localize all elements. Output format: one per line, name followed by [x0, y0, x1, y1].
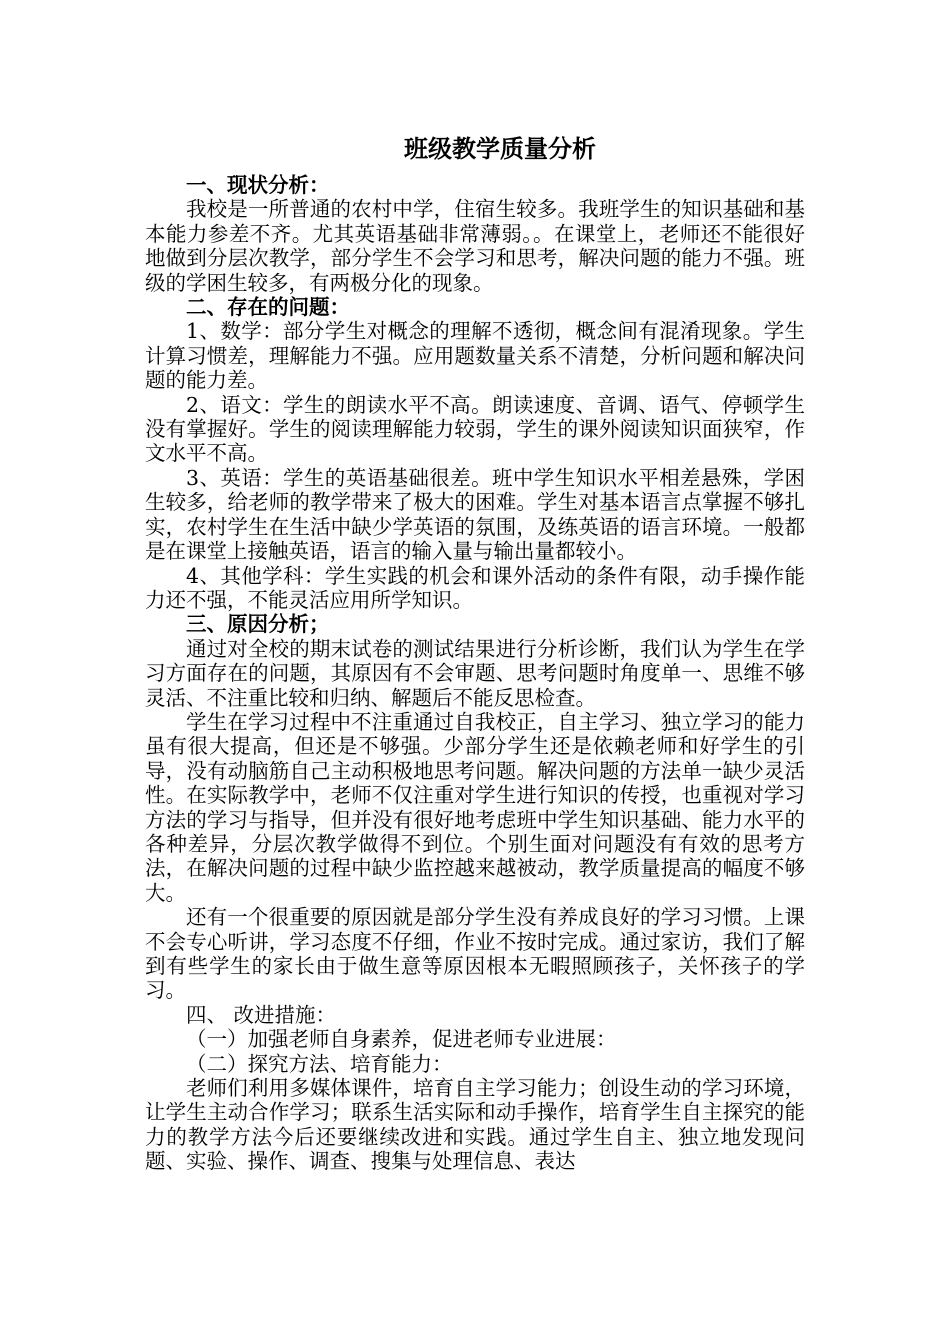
paragraph: （一）加强老师自身素养，促进老师专业进展：: [186, 1027, 617, 1052]
paragraph: 老师们利用多媒体课件，培育自主学习能力；创设生动的学习环境，让学生主动合作学习；联系生活实际和动手操作，培育学生自主探究的能力的教学方法今后还要继续改进和实践。通过学生自主、独立地发现问题、实验、操作、调查、搜集与处理信息、表达: [145, 1076, 805, 1174]
document-title: 班级教学质量分析: [404, 134, 596, 163]
section-heading: 一、现状分析：: [186, 173, 330, 197]
paragraph: 学生在学习过程中不注重通过自我校正，自主学习、独立学习的能力虽有很大提高，但还是不够强。少部分学生还是依赖老师和好学生的引导，没有动脑筋自己主动积极地思考问题。解决问题的方法单一缺少灵活性。在实际教学中，老师不仅注重对学生进行知识的传授，也重视对学习方法的学习与指导，但并没有很好地考虑班中学生知识基础、能力水平的各种差异，分层次教学做得不到位。个别生面对问题没有有效的思考方法，在解决问题的过程中缺少监控越来越被动，教学质量提高的幅度不够大。: [145, 709, 805, 905]
paragraph: 2、语文：学生的朗读水平不高。朗读速度、音调、语气、停顿学生没有掌握好。学生的阅读理解能力较弱，学生的课外阅读知识面狭窄，作文水平不高。: [145, 392, 805, 466]
paragraph: 我校是一所普通的农村中学，住宿生较多。我班学生的知识基础和基本能力参差不齐。尤其英语基础非常薄弱。。在课堂上，老师还不能很好地做到分层次教学，部分学生不会学习和思考，解决问题的能力不强。班级的学困生较多，有两极分化的现象。: [145, 197, 805, 295]
section-heading: 三、原因分析；: [186, 612, 330, 637]
paragraph: 3、英语：学生的英语基础很差。班中学生知识水平相差悬殊，学困生较多，给老师的教学带来了极大的困难。学生对基本语言点掌握不够扎实，农村学生在生活中缺少学英语的氛围，及练英语的语言环境。一般都是在课堂上接触英语，语言的输入量与输出量都较小。: [145, 465, 805, 564]
paragraph: 还有一个很重要的原因就是部分学生没有养成良好的学习习惯。上课不会专心听讲，学习态度不仔细，作业不按时完成。通过家访，我们了解到有些学生的家长由于做生意等原因根本无暇照顾孩子，关怀孩子的学习。: [145, 905, 805, 1003]
section-heading: 二、存在的问题：: [186, 295, 350, 320]
paragraph: 4、其他学科：学生实践的机会和课外活动的条件有限，动手操作能力还不强，不能灵活应用所学知识。: [145, 563, 805, 612]
paragraph: 1、数学：部分学生对概念的理解不透彻，概念间有混淆现象。学生计算习惯差，理解能力不强。应用题数量关系不清楚，分析问题和解决问题的能力差。: [145, 319, 805, 393]
paragraph: （二）探究方法、培育能力：: [186, 1051, 453, 1076]
document-body: [145, 173, 805, 1174]
paragraph: 四、 改进措施：: [186, 1002, 337, 1027]
paragraph: 通过对全校的期末试卷的测试结果进行分析诊断，我们认为学生在学习方面存在的问题，其原因有不会审题、思考问题时角度单一、思维不够灵活、不注重比较和归纳、解题后不能反思检查。: [145, 636, 805, 710]
